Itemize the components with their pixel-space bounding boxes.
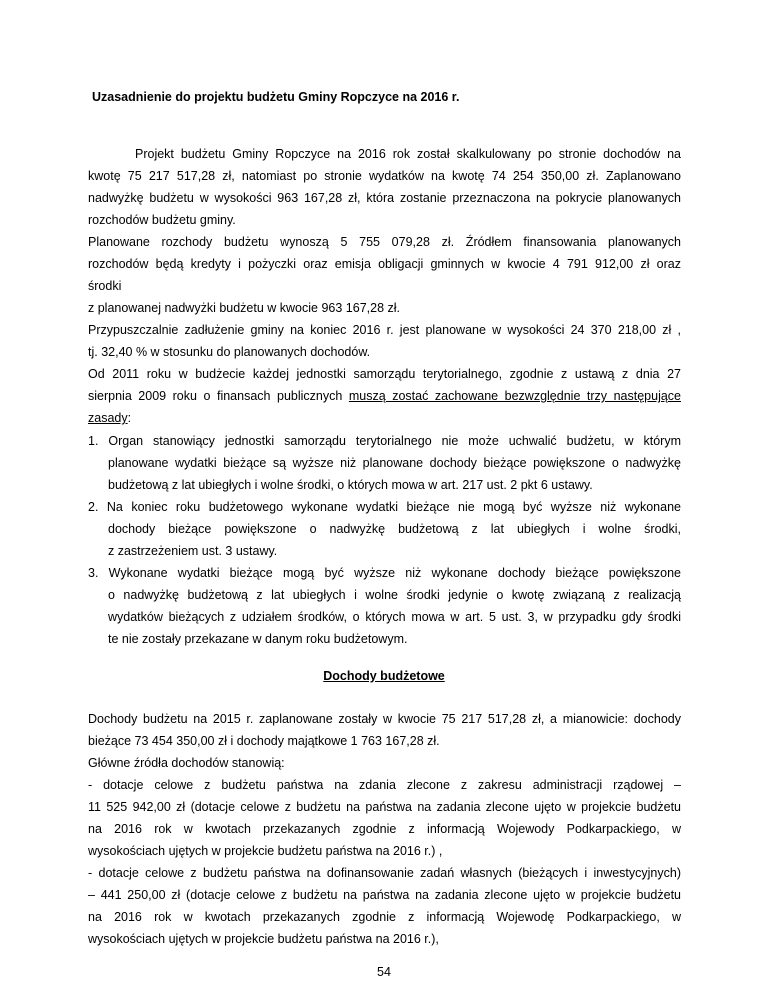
paragraph-line: Dochody budżetu na 2015 r. zaplanowane zostały w kwocie 75 217 517,28 zł, a mianowicie: dochody [88,712,681,726]
income-item-line: 11 525 942,00 zł (dotacje celowe z budżetu na państwa na zadania zlecone ujęto w projekcie budżetu [88,800,681,814]
paragraph-line: Projekt budżetu Gminy Ropczyce na 2016 rok został skalkulowany po stronie dochodów na [135,147,681,161]
section-heading: Dochody budżetowe [323,669,445,683]
income-item-line: wysokościach ujętych w projekcie budżetu państwa na 2016 r.), [88,932,439,946]
income-item-line: - dotacje celowe z budżetu państwa na zdania zlecone z zakresu administracji rządowej – [88,778,681,792]
rule-3-line: 3. Wykonane wydatki bieżące mogą być wyższe niż wykonane dochody bieżące powiększone [88,566,681,580]
paragraph-line: Od 2011 roku w budżecie każdej jednostki samorządu terytorialnego, zgodnie z ustawą z dnia 27 [88,367,681,381]
paragraph-line: rozchodów budżetu gminy. [88,213,236,227]
rule-1-line: planowane wydatki bieżące są wyższe niż planowane dochody bieżące powiększone o nadwyżkę [108,456,681,470]
document-title: Uzasadnienie do projektu budżetu Gminy Ropczyce na 2016 r. [92,90,460,104]
page-number: 54 [377,965,391,979]
underlined-text: muszą zostać zachowane bezwzględnie trzy następujące [348,389,681,403]
paragraph-line: bieżące 73 454 350,00 zł i dochody majątkowe 1 763 167,28 zł. [88,734,440,748]
rule-3-line: wydatków bieżących z udziałem środków, o których mowa w art. 5 ust. 3, w przypadku gdy środki [108,610,681,624]
rule-2-line: z zastrzeżeniem ust. 3 ustawy. [108,544,278,558]
rule-1-line: 1. Organ stanowiący jednostki samorządu terytorialnego nie może uchwalić budżetu, w którym [88,434,681,448]
paragraph-line: Główne źródła dochodów stanowią: [88,756,285,770]
income-item-line: wysokościach ujętych w projekcie budżetu państwa na 2016 r.) , [88,844,443,858]
paragraph-line [88,388,681,404]
paragraph-line: środki [88,279,122,293]
paragraph-line: Przypuszczalnie zadłużenie gminy na koniec 2016 r. jest planowane w wysokości 24 370 218,00 zł , [88,323,681,337]
income-item-line: – 441 250,00 zł (dotacje celowe z budżetu na państwa na zadania zlecone ujęto w projekcie budżetu [88,888,681,902]
paragraph-line: rozchodów będą kredyty i pożyczki oraz emisja obligacji gminnych w kwocie 4 791 912,00 zł oraz [88,257,681,271]
rule-1-line: budżetową z lat ubiegłych i wolne środki, o których mowa w art. 217 ust. 2 pkt 6 ustawy. [108,478,593,492]
text-run: : [127,411,132,425]
text-run: sierpnia 2009 roku o finansach publicznych [88,389,349,403]
paragraph-line [88,410,131,426]
rule-2-line: dochody bieżące powiększone o nadwyżkę budżetową z lat ubiegłych i wolne środki, [108,522,681,536]
income-item-line: na 2016 rok w kwotach przekazanych zgodnie z informacją Wojewody Podkarpackiego, w [88,822,681,836]
paragraph-line: nadwyżkę budżetu w wysokości 963 167,28 zł, która zostanie przeznaczona na pokrycie planowanych [88,191,681,205]
rule-3-line: o nadwyżkę budżetową z lat ubiegłych i wolne środki jedynie o kwotę związaną z realizacją [108,588,681,602]
income-item-line: na 2016 rok w kwotach przekazanych zgodnie z informacją Wojewodę Podkarpackiego, w [88,910,681,924]
paragraph-line: Planowane rozchody budżetu wynoszą 5 755 079,28 zł. Źródłem finansowania planowanych [88,235,681,249]
income-item-line: - dotacje celowe z budżetu państwa na dofinansowanie zadań własnych (bieżących i inwestycyjnych) [88,866,681,880]
paragraph-line: z planowanej nadwyżki budżetu w kwocie 963 167,28 zł. [88,301,400,315]
paragraph-line: kwotę 75 217 517,28 zł, natomiast po stronie wydatków na kwotę 74 254 350,00 zł. Zaplanowano [88,169,681,183]
rule-3-line: te nie zostały przekazane w danym roku budżetowym. [108,632,408,646]
paragraph-line: tj. 32,40 % w stosunku do planowanych dochodów. [88,345,371,359]
underlined-text: zasady [88,411,128,425]
rule-2-line: 2. Na koniec roku budżetowego wykonane wydatki bieżące nie mogą być wyższe niż wykonane [88,500,681,514]
